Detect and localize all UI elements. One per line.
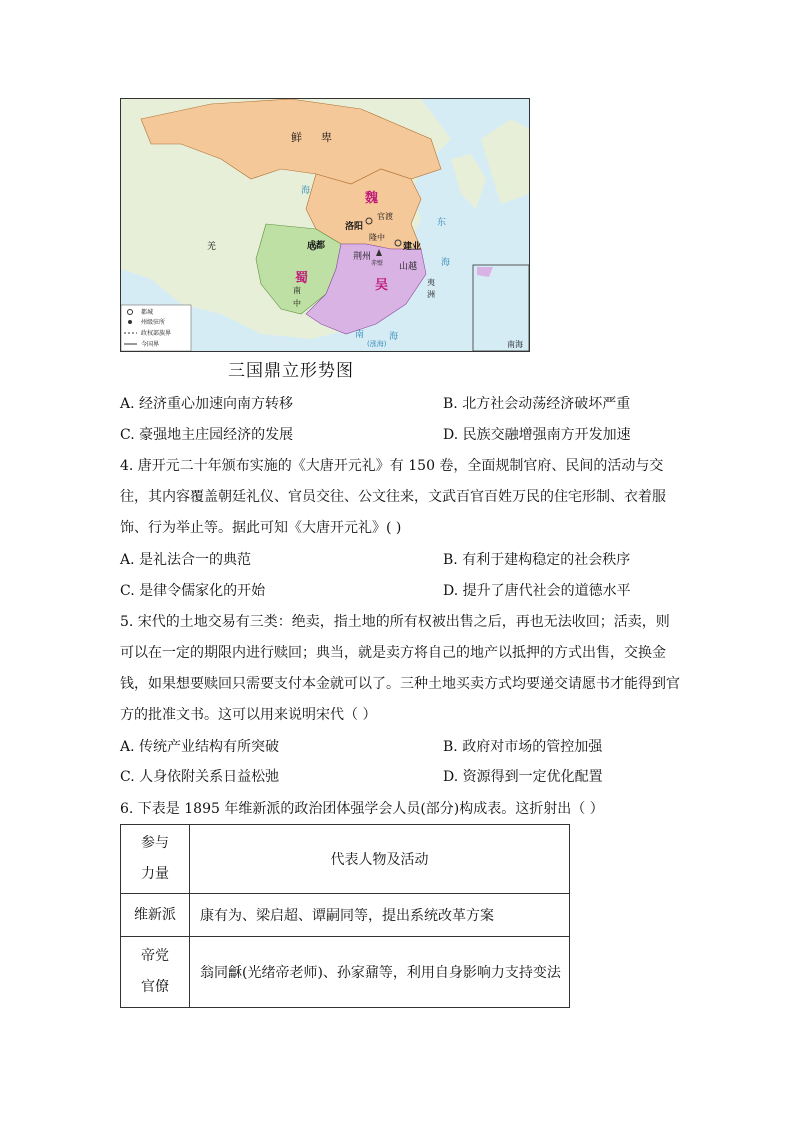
table-row [121, 894, 570, 937]
row2-people: 翁同龢(光绪帝老师)、孙家鼐等，利用自身影响力支持变法 [190, 937, 570, 1008]
q4-option-d: D. 提升了唐代社会的道德水平 [443, 583, 631, 599]
map-label-nanhai-1: 南 [355, 330, 365, 340]
legend-label-regime: 政权部族界 [141, 330, 172, 337]
legend-label-prefecture: 州级驻所 [141, 319, 166, 326]
q3-option-c: C. 豪强地主庄园经济的发展 [120, 427, 294, 443]
map-label-hai-1: 海 [441, 258, 451, 268]
map-label-chengdu: 成都 [307, 241, 326, 251]
q4-option-a: A. 是礼法合一的典范 [120, 552, 252, 568]
three-kingdoms-map [120, 98, 530, 352]
map-label-yizhou-2: 洲 [427, 290, 435, 299]
row2-force-text: 帝党官僚 [141, 948, 169, 995]
q3-option-d: D. 民族交融增强南方开发加速 [443, 427, 631, 443]
q5-option-b: B. 政府对市场的管控加强 [443, 739, 603, 755]
map-label-dong: 东 [437, 218, 447, 228]
map-label-guandu: 官渡 [377, 212, 393, 221]
q6-table [120, 824, 570, 1008]
map-label-nanzhong-1: 南 [293, 286, 301, 295]
legend-label-capital: 都城 [141, 309, 154, 316]
map-label-yizhou-1: 夷 [427, 278, 435, 287]
map-caption: 三国鼎立形势图 [228, 361, 354, 381]
map-label-xianbei-1: 鲜 [291, 131, 302, 144]
q3-option-a: A. 经济重心加速向南方转移 [120, 396, 294, 412]
map-label-qiang: 羌 [207, 242, 217, 252]
q4-stem: 4. 唐开元二十年颁布实施的《大唐开元礼》有 150 卷，全面规制官府、民间的活动与交往，其内容覆盖朝廷礼仪、官员交往、公文往来，文武百官百姓万民的住宅形制、衣着服饰、行为举止等。据此可知《大唐开元礼》( ) [120, 458, 666, 536]
header-cell-people: 代表人物及活动 [190, 825, 570, 894]
q3-option-b: B. 北方社会动荡经济破坏严重 [443, 396, 631, 412]
map-label-chibi: 赤壁 [371, 260, 384, 267]
map-label-xianbei-2: 卑 [321, 131, 332, 144]
map-label-jingzhou: 荆州 [353, 252, 372, 262]
header-force-text: 参与力量 [141, 835, 169, 882]
map-label-wei: 魏 [365, 191, 379, 206]
map-label-luoyang: 洛阳 [345, 222, 364, 232]
table-header-row [121, 825, 570, 894]
q5-stem: 5. 宋代的土地交易有三类：绝卖，指土地的所有权被出售之后，再也无法收回；活卖，则可以在一定的期限内进行赎回；典当，就是卖方将自己的地产以抵押的方式出售，交换金钱，如果想要赎回只需要支付本金就可以了。三种土地买卖方式均要递交请愿书才能得到官方的批准文书。这可以用来说明宋代（ ） [120, 614, 680, 723]
q4-option-b: B. 有利于建构稳定的社会秩序 [443, 552, 631, 568]
q4-option-c: C. 是律令儒家化的开始 [120, 583, 266, 599]
q5-option-c: C. 人身依附关系日益松弛 [120, 769, 280, 785]
map-label-nanzhong-2: 中 [293, 299, 301, 308]
row2-force [121, 937, 190, 1008]
legend-label-border: 今国界 [141, 341, 160, 348]
map-label-shu: 蜀 [295, 271, 309, 286]
row1-force: 维新派 [121, 894, 190, 937]
map-label-nanhai-sub: (涨海) [367, 340, 387, 348]
table-row [121, 937, 570, 1008]
legend-prefecture-symbol [128, 320, 132, 324]
q6-stem: 6. 下表是 1895 年维新派的政治团体强学会人员(部分)构成表。这折射出（ ） [120, 801, 604, 817]
q5-option-d: D. 资源得到一定优化配置 [443, 769, 603, 785]
map-label-wu: 吴 [375, 278, 389, 293]
header-cell-force [121, 825, 190, 894]
map-label-nanhai-inset: 南海 [507, 340, 523, 349]
map-label-longzhong: 隆中 [369, 233, 385, 242]
map-label-shanyue: 山越 [399, 262, 418, 272]
map-label-hai-2: 海 [301, 186, 311, 196]
map-label-nanhai-2: 海 [389, 332, 399, 342]
row1-people: 康有为、梁启超、谭嗣同等，提出系统改革方案 [190, 894, 570, 937]
map-label-jianye: 建业 [403, 242, 422, 252]
q5-option-a: A. 传统产业结构有所突破 [120, 739, 280, 755]
